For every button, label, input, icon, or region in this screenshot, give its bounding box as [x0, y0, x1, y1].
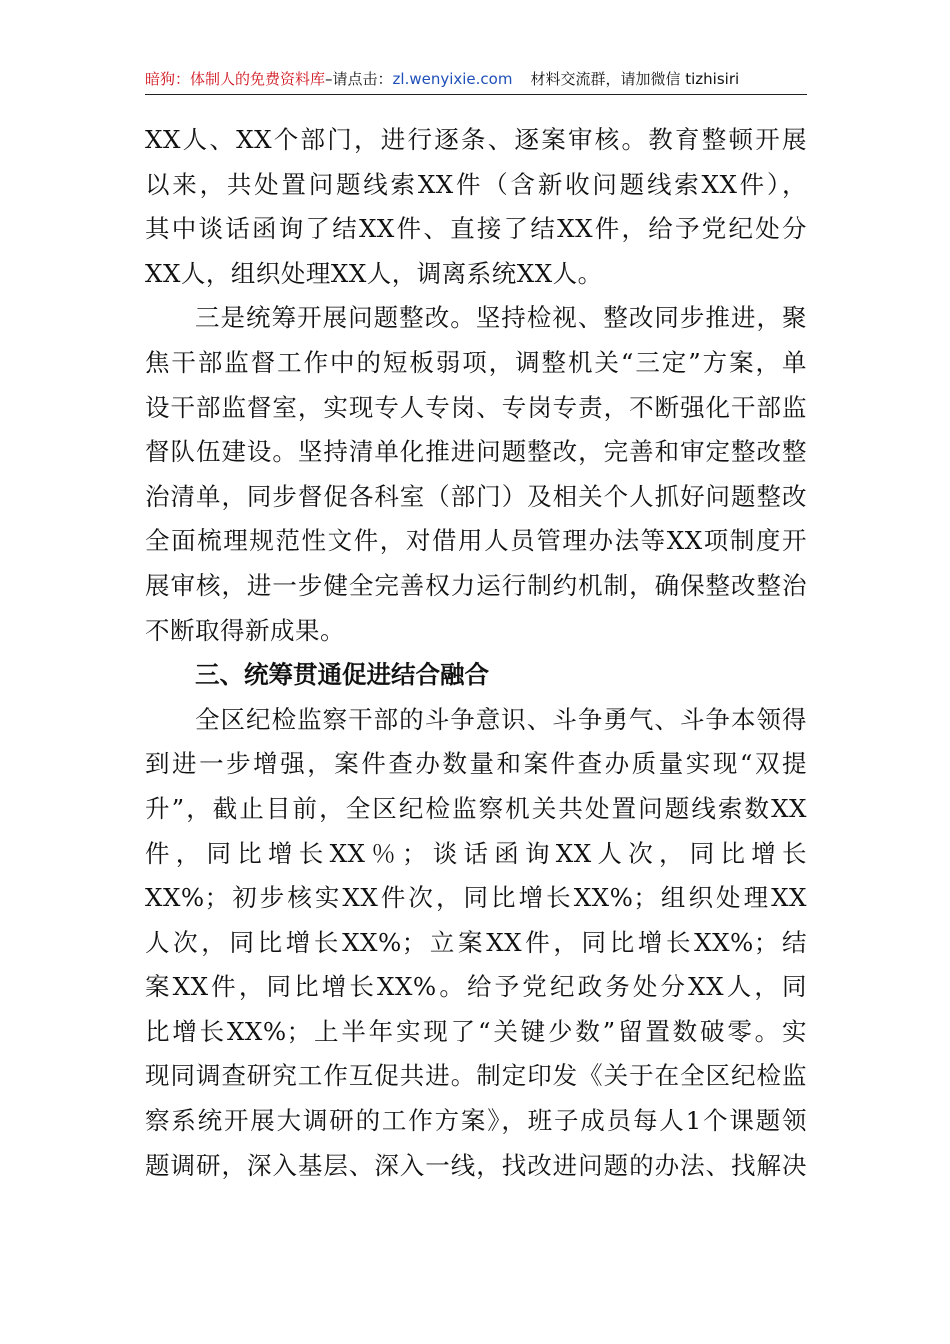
text-line: 其中谈话函询了结XX件、直接了结XX件，给予党纪处分 — [145, 214, 807, 244]
text-line: XX人，组织处理XX人，调离系统XX人。 — [145, 258, 603, 288]
text-line: XX人、XX个部门，进行逐条、逐案审核。教育整顿开展 — [145, 125, 807, 154]
text-line: 题调研，深入基层、深入一线，找改进问题的办法、找解决 — [145, 1150, 807, 1180]
section-heading: 三、统筹贯通促进结合融合 — [195, 660, 489, 690]
text-line: 现同调查研究工作互促共进。制定印发《关于在全区纪检监 — [145, 1061, 807, 1091]
text-line: 件，同比增长XX％；谈话函询XX人次，同比增长 — [145, 838, 807, 868]
text-line: 展审核，进一步健全完善权力运行制约机制，确保整改整治 — [145, 570, 807, 600]
header-contact: 材料交流群，请加微信 tizhisiri — [530, 70, 740, 88]
text-line: 比增长XX%；上半年实现了“关键少数”留置数破零。实 — [145, 1016, 807, 1046]
text-line: 到进一步增强，案件查办数量和案件查办质量实现“双提 — [145, 749, 807, 779]
header-url-link[interactable]: zl.wenyixie.com — [392, 70, 513, 88]
text-line: XX%；初步核实XX件次，同比增长XX%；组织处理XX — [145, 883, 807, 913]
text-line: 升”，截止目前，全区纪检监察机关共处置问题线索数XX — [145, 793, 807, 823]
header-click-text: –请点击： — [325, 70, 393, 88]
page-header — [145, 64, 807, 95]
text-line: 不断取得新成果。 — [145, 615, 345, 645]
text-line: 全面梳理规范性文件，对借用人员管理办法等XX项制度开 — [145, 526, 807, 556]
text-line: 督队伍建设。坚持清单化推进问题整改，完善和审定整改整 — [145, 437, 807, 467]
text-line: 设干部监督室，实现专人专岗、专岗专责，不断强化干部监 — [145, 392, 807, 422]
text-line: 人次，同比增长XX%；立案XX件，同比增长XX%；结 — [145, 927, 807, 957]
text-line: 全区纪检监察干部的斗争意识、斗争勇气、斗争本领得 — [195, 704, 807, 734]
text-line: 以来，共处置问题线索XX件（含新收问题线索XX件）， — [145, 169, 807, 199]
document-body — [145, 118, 807, 1188]
header-site-name: 暗狗：体制人的免费资料库 — [145, 70, 326, 88]
text-line: 焦干部监督工作中的短板弱项，调整机关“三定”方案，单 — [145, 347, 807, 377]
text-line: 三是统筹开展问题整改。坚持检视、整改同步推进，聚 — [195, 303, 807, 333]
text-line: 察系统开展大调研的工作方案》，班子成员每人1个课题领 — [145, 1106, 807, 1136]
text-line: 治清单，同步督促各科室（部门）及相关个人抓好问题整改 — [145, 481, 807, 511]
text-line: 案XX件，同比增长XX%。给予党纪政务处分XX人，同 — [145, 972, 807, 1002]
